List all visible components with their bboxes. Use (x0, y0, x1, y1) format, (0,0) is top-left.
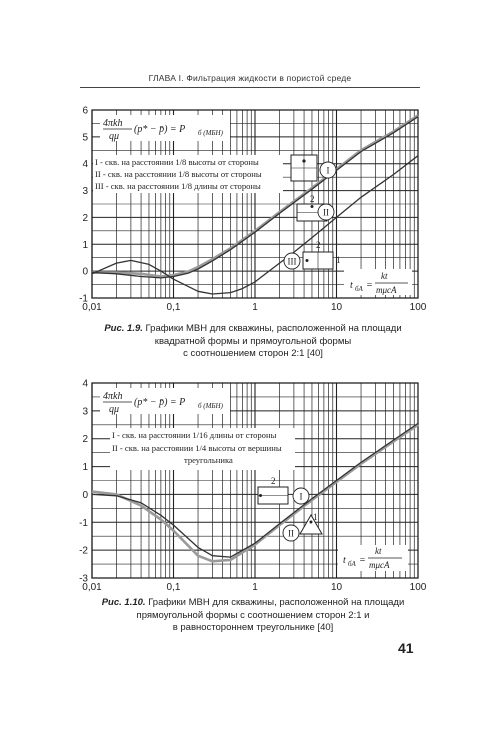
ylabel-expression-2: (p* − p̄) = P (134, 397, 186, 408)
caption-2-line-2: прямоугольной формы с соотношением сторон 2:1 и (136, 609, 370, 621)
curve-2-label-I: I (299, 491, 303, 502)
shape-label-2a: 2 (310, 194, 315, 204)
y-tick-label: -2 (79, 545, 88, 557)
curve-label-I: I (326, 165, 330, 176)
curve-label-II: II (323, 207, 329, 218)
y-tick-label: -3 (79, 573, 88, 585)
xlabel-subscript: бА (355, 285, 363, 293)
x-tick-label: 0,01 (82, 302, 102, 313)
caption-lead-1: Рис. 1.9. (104, 323, 143, 334)
ylabel-subscript-2: б (МБН) (198, 402, 223, 410)
legend-2-item-2: II - скв. на расстоянии 1/4 высоты от вершины (112, 443, 282, 453)
shape-label-b-2: 2 (271, 476, 276, 486)
x-tick-label: 100 (409, 302, 427, 313)
x-tick-label: 1 (252, 582, 258, 592)
x-tick-label: 100 (409, 582, 427, 592)
y-tick-label: 4 (82, 378, 88, 390)
shape-label-2b: 2 (316, 240, 321, 250)
caption-lead-2: Рис. 1.10. (101, 597, 146, 608)
x-tick-label: 10 (330, 302, 343, 313)
legend-2-item-3: треугольника (184, 455, 233, 465)
caption-fig-1-9 (78, 323, 428, 361)
xlabel-t: t (350, 280, 353, 291)
x-tick-label: 10 (330, 582, 343, 592)
xlabel-subscript-2: бА (348, 560, 356, 568)
ylabel-numerator: 4πkh (103, 118, 123, 129)
chart-2 (0, 372, 500, 592)
x-tick-label: 0,01 (82, 582, 102, 592)
legend-item-2: II - скв. на расстоянии 1/8 высоты от стороны (95, 169, 262, 179)
curve-2-label-II: II (288, 528, 294, 539)
chart-1 (0, 95, 500, 418)
xlabel-equals: = (366, 280, 373, 291)
xlabel-numerator: kt (381, 271, 388, 281)
square-well-diagram (291, 155, 317, 181)
header-rule (80, 87, 420, 88)
legend-item-1: I - скв. на расстоянии 1/8 высоты от стороны (95, 157, 259, 167)
xlabel-numerator-2: kt (375, 546, 382, 556)
y-tick-label: 0 (82, 266, 88, 278)
y-tick-label: 4 (82, 159, 88, 171)
ylabel-expression: (p* − p̄) = P (134, 124, 186, 135)
y-tick-label: -1 (79, 517, 88, 529)
y-tick-label: 5 (82, 132, 88, 144)
running-header: ГЛАВА I. Фильтрация жидкости в пористой среде (148, 73, 352, 83)
x-tick-label: 0,1 (166, 302, 181, 313)
curve-label-III: III (287, 256, 297, 267)
y-tick-label: 3 (82, 406, 88, 418)
ylabel-denominator: qμ (109, 131, 120, 142)
xlabel-equals-2: = (359, 555, 366, 566)
caption-2-line-1: Графики МВН для скважины, расположенной на площади (148, 597, 405, 608)
caption-2-line-3: в равностороннем треугольнике [40] (172, 622, 334, 633)
page-number: 41 (398, 640, 414, 656)
ylabel-subscript: б (МБН) (198, 129, 223, 137)
xlabel-denominator: mμcA (376, 285, 397, 295)
ylabel-denominator-2: qμ (109, 404, 120, 415)
y-tick-label: 3 (82, 186, 88, 198)
shape-label-1: 1 (336, 255, 341, 265)
y-tick-label: 2 (82, 212, 88, 224)
y-tick-label: -1 (79, 293, 88, 305)
legend-2-item-1: I - скв. на расстоянии 1/16 длины от стороны (112, 430, 277, 440)
xlabel-denominator-2: mμcA (369, 560, 390, 570)
shape-label-b-1: 1 (313, 512, 318, 522)
y-tick-label: 6 (82, 105, 88, 117)
caption-1-line-3: с соотношением сторон 2:1 [40] (183, 348, 323, 359)
x-tick-label: 1 (252, 302, 258, 313)
y-tick-label: 0 (82, 489, 88, 501)
caption-1-line-1: Графики МВН для скважины, расположенной на площади (145, 323, 402, 334)
legend-item-3: III - скв. на расстоянии 1/8 длины от стороны (95, 181, 261, 191)
caption-fig-1-10 (78, 597, 428, 635)
caption-1-line-2: квадратной формы и прямоугольной формы (154, 335, 352, 347)
y-tick-label: 1 (82, 462, 88, 474)
y-tick-label: 1 (82, 239, 88, 251)
x-tick-label: 0,1 (166, 582, 181, 592)
y-tick-label: 2 (82, 434, 88, 446)
ylabel-numerator-2: 4πkh (103, 391, 123, 402)
xlabel-t-2: t (343, 555, 346, 566)
